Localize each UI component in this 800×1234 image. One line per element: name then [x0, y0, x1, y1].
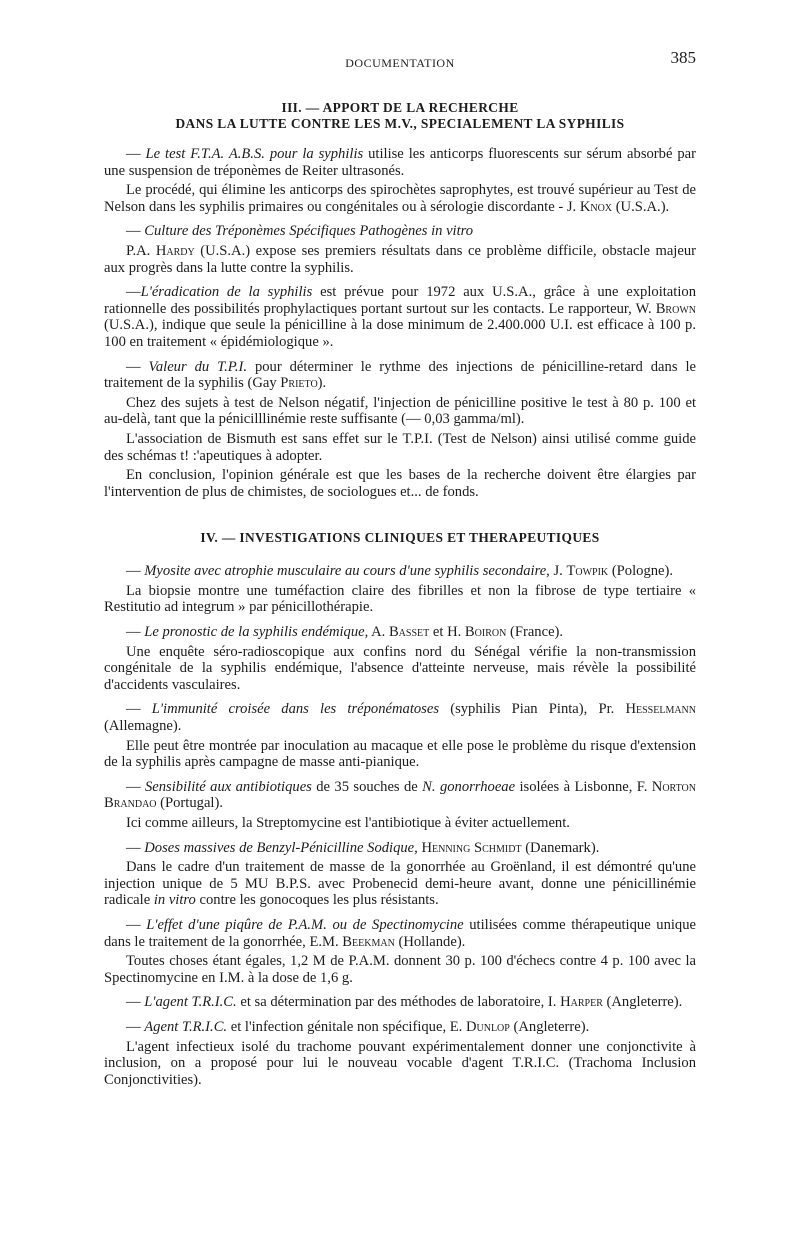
paragraph-text: La biopsie montre une tuméfaction claire des fibrilles et non la fibrose de type tertiaire « Restitutio ad integrum » par pénicillothérapie. [104, 582, 696, 616]
dash: — [126, 358, 149, 375]
paragraph-text: ). [317, 375, 327, 392]
entry-title: L'éradication de la syphilis [140, 284, 313, 301]
entry-title: Le test F.T.A. A.B.S. pour la syphilis [145, 146, 364, 162]
section-title-3-line-1: III. — APPORT DE LA RECHERCHE [281, 100, 519, 115]
author-initials: et H. [429, 624, 465, 641]
paragraph-fta-abs [104, 146, 696, 179]
page-header [104, 50, 696, 72]
paragraph-streptomycine [104, 815, 696, 832]
paragraph-text: isolées à Lisbonne, F. [515, 778, 652, 795]
paragraph-text: pour déterminer le rythme des injections de pénicilline-retard dans le traitement de la syphilis (Gay [104, 358, 696, 392]
entry-title: Culture des Tréponèmes Spécifiques Pathogènes in vitro [144, 223, 474, 240]
author-name: Norton [651, 778, 696, 795]
paragraph-text: et l'infection génitale non spécifique, E. [227, 1018, 466, 1035]
entry-title: Agent T.R.I.C. [144, 1018, 228, 1035]
paragraph-doses [104, 840, 696, 857]
paragraph-text: est prévue pour 1972 aux U.S.A., grâce à une exploitation rationnelle des possibilités prophylactiques portant surtout sur les contacts. Le rapporteur, W. [104, 284, 696, 317]
latin-term: in vitro [153, 892, 196, 909]
entry-title: Sensibilité aux antibiotiques [144, 778, 312, 795]
author-name: Prieto [280, 375, 318, 392]
paragraph-trachome [104, 1039, 696, 1089]
section-title-3-line-2: DANS LA LUTTE CONTRE LES M.V., SPECIALEMENT LA SYPHILIS [175, 116, 625, 131]
dash: — [126, 916, 147, 933]
dash: — [126, 839, 145, 856]
entry-title: L'immunité croisée dans les tréponématoses [151, 701, 440, 718]
paragraph-echecs [104, 953, 696, 986]
document-page [104, 50, 696, 1091]
paragraph-text: et sa détermination par des méthodes de laboratoire, I. [236, 994, 561, 1011]
paragraph-nelson [104, 395, 696, 428]
entry-title: Valeur du T.P.I. [148, 358, 247, 375]
entry-title: L'agent T.R.I.C. [144, 994, 237, 1011]
author-country: (France). [506, 624, 564, 641]
paragraph-text: contre les gonocoques les plus résistants. [195, 892, 439, 909]
dash: — [126, 701, 152, 718]
paragraph-biopsie [104, 583, 696, 616]
paragraph-text: utilisées comme thérapeutique unique dans le traitement de la gonorrhée, E.M. [104, 916, 696, 950]
paragraph-valeur-tpi [104, 359, 696, 392]
paragraph-text: En conclusion, l'opinion générale est que les bases de la recherche doivent être élargies par l'intervention de plus de chimistes, de sociologues et... de fonds. [104, 467, 696, 500]
author-name: Hesselmann [625, 701, 696, 718]
paragraph-groenland [104, 859, 696, 909]
section-title-3 [104, 100, 696, 132]
author-name: Basset [388, 624, 430, 641]
author-name: Hardy [155, 242, 195, 259]
paragraph-text: Une enquête séro-radioscopique aux confins nord du Sénégal vérifie la non-transmission congénitale de la syphilis endémique, l'absence d'atteinte nerveuse, mais révèle la possibilité d'accidents vasculaires. [104, 643, 696, 693]
author-country: (U.S.A.). [612, 198, 670, 215]
paragraph-pronostic [104, 624, 696, 641]
author-name: Beekman [342, 933, 395, 950]
paragraph-text: L'association de Bismuth est sans effet sur le T.P.I. (Test de Nelson) ainsi utilisé comme guide des schémas t! :'apeutiques à adopter. [104, 430, 696, 464]
dash: — [126, 223, 145, 240]
paragraph-bismuth [104, 431, 696, 464]
dash: — [126, 1018, 145, 1035]
author-name: Harper [560, 994, 603, 1011]
author-name: Boiron [464, 624, 507, 641]
paragraph-text: utilise les anticorps fluorescents sur sérum absorbé par une suspension de tréponèmes de Reiter ultrasonés. [104, 146, 696, 179]
paragraph-sensibilite [104, 779, 696, 812]
author-name: Dunlop [465, 1018, 510, 1035]
paragraph-culture [104, 223, 696, 240]
author-name: Brown [655, 300, 696, 317]
dash: — [126, 624, 145, 641]
paragraph-eradication [104, 284, 696, 350]
species-name: N. gonorrhoeae [422, 778, 516, 795]
entry-title: Le pronostic de la syphilis endémique, [144, 624, 369, 641]
author-name: Brandao [104, 795, 157, 812]
entry-title: L'effet d'une piqûre de P.A.M. ou de Spectinomycine [146, 916, 464, 933]
author-name: Knox [579, 198, 613, 215]
author-country: (Portugal). [156, 795, 223, 812]
paragraph-tric-dunlop [104, 1019, 696, 1036]
paragraph-hardy [104, 243, 696, 276]
author-country: (Allemagne). [104, 718, 182, 735]
author-initials: A. [368, 624, 389, 641]
dash: — [126, 778, 145, 795]
paragraph-tric-harper [104, 994, 696, 1011]
paragraph-text: de 35 souches de [311, 778, 423, 795]
author-country: (Hollande). [394, 933, 466, 950]
dash: — [126, 994, 145, 1011]
paragraph-conclusion [104, 467, 696, 500]
paragraph-immunite [104, 701, 696, 734]
author-initials: J. [549, 563, 567, 580]
author-country: (Angleterre). [509, 1018, 590, 1035]
paragraph-text: Chez des sujets à test de Nelson négatif, l'injection de pénicilline positive le test à 80 p. 100 et au-delà, tant que la pénicilllinémie reste suffisante (— 0,03 gamma/ml). [104, 394, 696, 428]
paragraph-text: Toutes choses étant égales, 1,2 M de P.A.M. donnent 30 p. 100 d'échecs contre 4 p. 100 avec la Spectinomycine en I.M. à la dose de 1,6 g. [104, 953, 696, 986]
entry-title: Doses massives de Benzyl-Pénicilline Sodique, [144, 839, 418, 856]
paragraph-text: Dans le cadre d'un traitement de masse de la gonorrhée au Groënland, il est démontré qu'une injection unique de 5 MU B.P.S. avec Probenecid demi-heure avant, donne une pénicillinémie radicale [104, 859, 696, 909]
author-name: Towpik [566, 563, 609, 580]
author-country: (Angleterre). [602, 994, 683, 1011]
author-name: Henning Schmidt [421, 839, 522, 856]
paragraph-myosite [104, 563, 696, 580]
paragraph-text: (U.S.A.) expose ses premiers résultats dans ce problème difficile, obstacle majeur aux progrès dans la lutte contre la syphilis. [104, 242, 696, 276]
paragraph-procede [104, 182, 696, 215]
running-head: DOCUMENTATION [345, 56, 455, 70]
dash: — [126, 284, 141, 301]
paragraph-pam [104, 917, 696, 950]
paragraph-text: (syphilis Pian Pinta), Pr. [439, 701, 626, 718]
paragraph-macaque [104, 738, 696, 771]
page-number: 385 [670, 48, 696, 67]
paragraph-text: Elle peut être montrée par inoculation au macaque et elle pose le problème du risque d'extension de la syphilis après campagne de masse anti-pianique. [104, 737, 696, 771]
section-title-4: IV. — INVESTIGATIONS CLINIQUES ET THERAPEUTIQUES [200, 530, 600, 546]
paragraph-text: Ici comme ailleurs, la Streptomycine est l'antibiotique à éviter actuellement. [126, 815, 570, 831]
author-country: (Danemark). [521, 839, 600, 856]
author-country: (Pologne). [608, 563, 674, 580]
paragraph-text: (U.S.A.), indique que seule la pénicilline à la dose minimum de 2.400.000 U.I. est efficace à 100 p. 100 en traitement « épidémiologique ». [104, 317, 696, 350]
dash: — [126, 146, 146, 162]
dash: — [126, 563, 145, 580]
paragraph-enquete [104, 644, 696, 694]
paragraph-text: L'agent infectieux isolé du trachome pouvant expérimentalement donner une conjonctivite à inclusion, on a proposé pour lui le nouveau vocable d'agent T.R.I.C. (Trachoma Inclusion Conjonctivities). [104, 1038, 696, 1088]
author-initials: P.A. [126, 242, 156, 259]
entry-title: Myosite avec atrophie musculaire au cours d'une syphilis secondaire, [144, 563, 550, 580]
paragraph-text: Le procédé, qui élimine les anticorps des spirochètes saprophytes, est trouvé supérieur au Test de Nelson dans les syphilis primaires ou congénitales ou à sérologie discordante - J. [104, 182, 696, 215]
